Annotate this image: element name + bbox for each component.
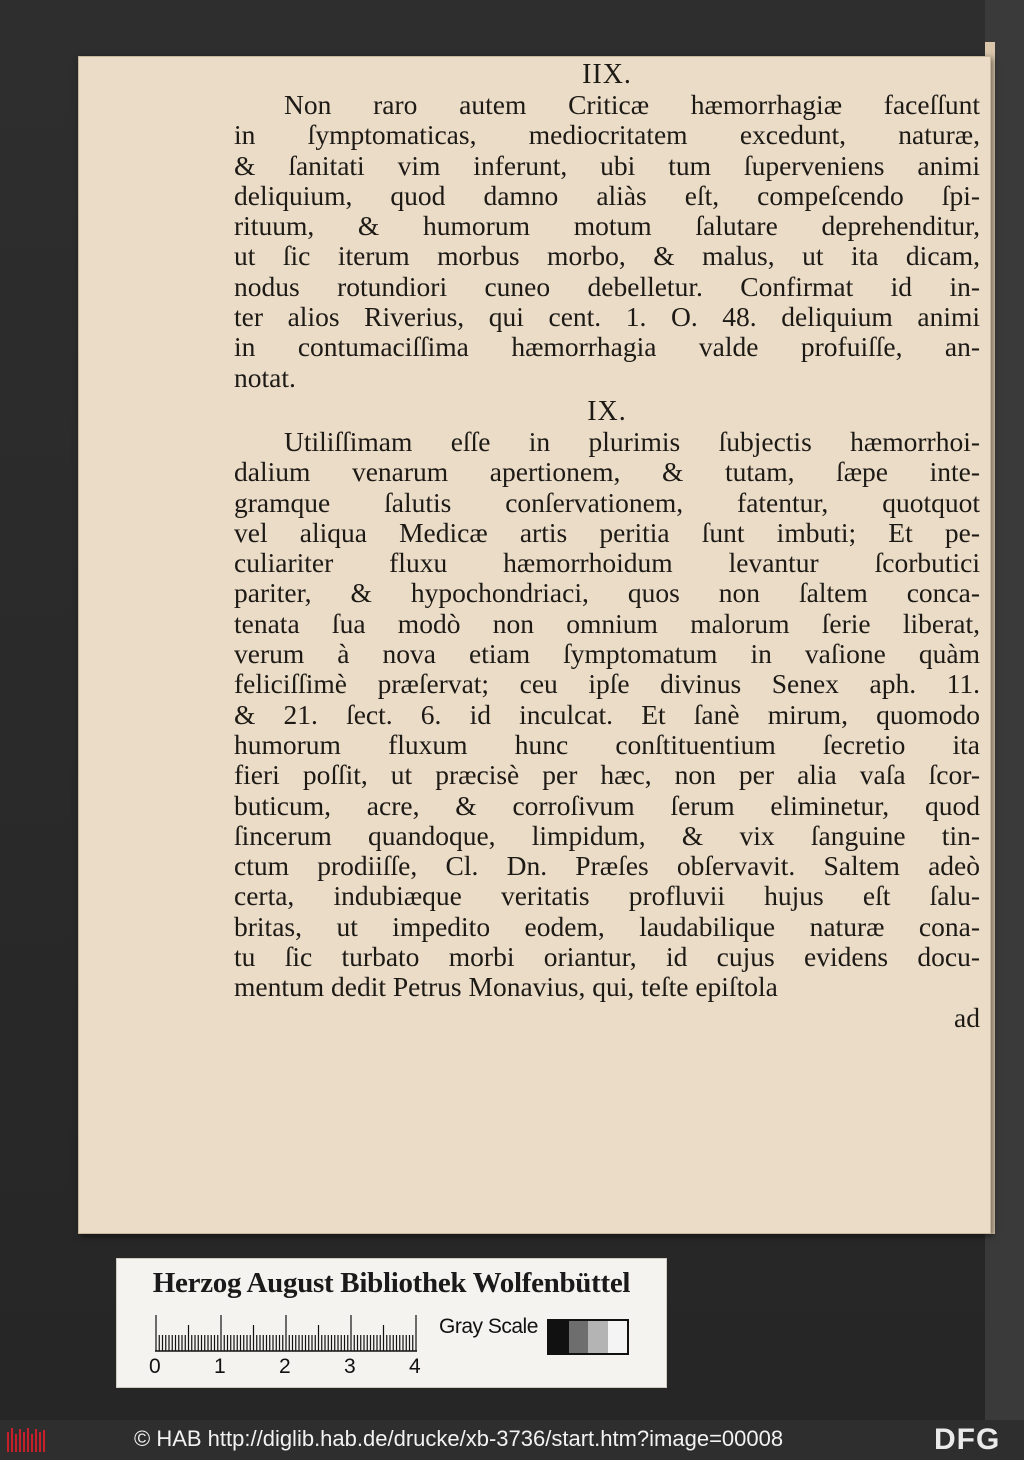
text-line: humorum fluxum hunc conſtituentium ſecretio ita xyxy=(234,729,980,760)
text-line: deliquium, quod damno aliàs eſt, compeſcendo ſpi- xyxy=(234,180,980,211)
section-heading-8: IIX. xyxy=(582,59,632,90)
page-text xyxy=(234,60,980,1033)
dfg-logo: DFG xyxy=(934,1423,1001,1456)
text-line: vel aliqua Medicæ artis peritia ſunt imbuti; Et pe- xyxy=(234,517,980,548)
section-heading-9: IX. xyxy=(587,395,627,427)
text-line: ut ſic iterum morbus morbo, & malus, ut ita dicam, xyxy=(234,241,980,272)
hab-logo-icon xyxy=(6,1426,46,1454)
gray-swatch xyxy=(608,1321,628,1353)
catchword: ad xyxy=(954,1002,980,1033)
text-line: ter alios Riverius, qui cent. 1. O. 48. deliquium animi xyxy=(234,302,980,333)
text-line: ſincerum quandoque, limpidum, & vix ſanguine tin- xyxy=(234,820,980,851)
footer-bar xyxy=(0,1420,1024,1460)
library-name: Herzog August Bibliothek Wolfenbüttel xyxy=(152,1267,631,1299)
gray-swatch xyxy=(588,1321,608,1353)
ruler-number: 1 xyxy=(214,1355,226,1378)
text-line: Utiliſſimam eſſe in plurimis ſubjectis hæmorrhoi- xyxy=(284,426,980,457)
text-line: culiariter fluxu hæmorrhoidum levantur ſcorbutici xyxy=(234,548,980,579)
text-line: in ſymptomaticas, mediocritatem excedunt, naturæ, xyxy=(234,120,980,151)
text-line: gramque ſalutis conſervationem, fatentur, quotquot xyxy=(234,487,980,518)
gray-swatch xyxy=(549,1321,569,1353)
ruler-numbers xyxy=(147,1355,447,1379)
text-line: rituum, & humorum motum ſalutare deprehenditur, xyxy=(234,211,980,242)
text-line: Non raro autem Criticæ hæmorrhagiæ faceſſunt xyxy=(284,90,980,120)
text-line: notat. xyxy=(234,362,296,393)
text-line: buticum, acre, & corroſivum ſerum eliminetur, quod xyxy=(234,790,980,821)
copyright-url: © HAB http://diglib.hab.de/drucke/xb-3736/start.htm?image=00008 xyxy=(134,1426,784,1451)
ruler-number: 4 xyxy=(409,1355,421,1378)
text-line: dalium venarum apertionem, & tutam, ſæpe inte- xyxy=(234,457,980,488)
text-line: & ſanitati vim inferunt, ubi tum ſuperveniens animi xyxy=(234,150,980,181)
gray-scale-swatches xyxy=(547,1319,629,1355)
paragraph-9 xyxy=(234,427,980,1003)
text-line: mentum dedit Petrus Monavius, qui, teſte epiſtola xyxy=(234,972,778,1003)
ruler xyxy=(155,1313,417,1353)
color-target-card xyxy=(116,1258,667,1388)
ruler-number: 3 xyxy=(344,1355,356,1378)
text-line: nodus rotundiori cuneo debelletur. Confirmat id in- xyxy=(234,271,980,302)
gray-swatch xyxy=(569,1321,589,1353)
text-line: feliciſſimè præſervat; ceu ipſe divinus Senex aph. 11. xyxy=(234,669,980,700)
text-line: certa, indubiæque veritatis profluvii hujus eſt ſalu- xyxy=(234,881,980,912)
text-line: pariter, & hypochondriaci, quos non ſaltem conca- xyxy=(234,578,980,609)
text-line: fieri poſſit, ut præcisè per hæc, non per alia vaſa ſcor- xyxy=(234,760,980,791)
ruler-number: 0 xyxy=(149,1355,161,1378)
text-line: britas, ut impedito eodem, laudabilique naturæ cona- xyxy=(234,911,980,942)
paragraph-8 xyxy=(234,90,980,393)
text-line: ctum prodiiſſe, Cl. Dn. Præſes obſervavit. Saltem adeò xyxy=(234,851,980,882)
text-line: tenata ſua modò non omnium malorum ſerie liberat, xyxy=(234,608,980,639)
ruler-number: 2 xyxy=(279,1355,291,1378)
text-line: verum à nova etiam ſymptomatum in vaſione quàm xyxy=(234,639,980,670)
text-line: in contumaciſſima hæmorrhagia valde profuiſſe, an- xyxy=(234,332,980,363)
text-line: tu ſic turbato morbi oriantur, id cujus evidens docu- xyxy=(234,942,980,973)
text-line: & 21. ſect. 6. id inculcat. Et ſanè mirum, quomodo xyxy=(234,699,980,730)
scanned-page xyxy=(78,56,991,1234)
gray-scale-label: Gray Scale xyxy=(439,1315,538,1338)
